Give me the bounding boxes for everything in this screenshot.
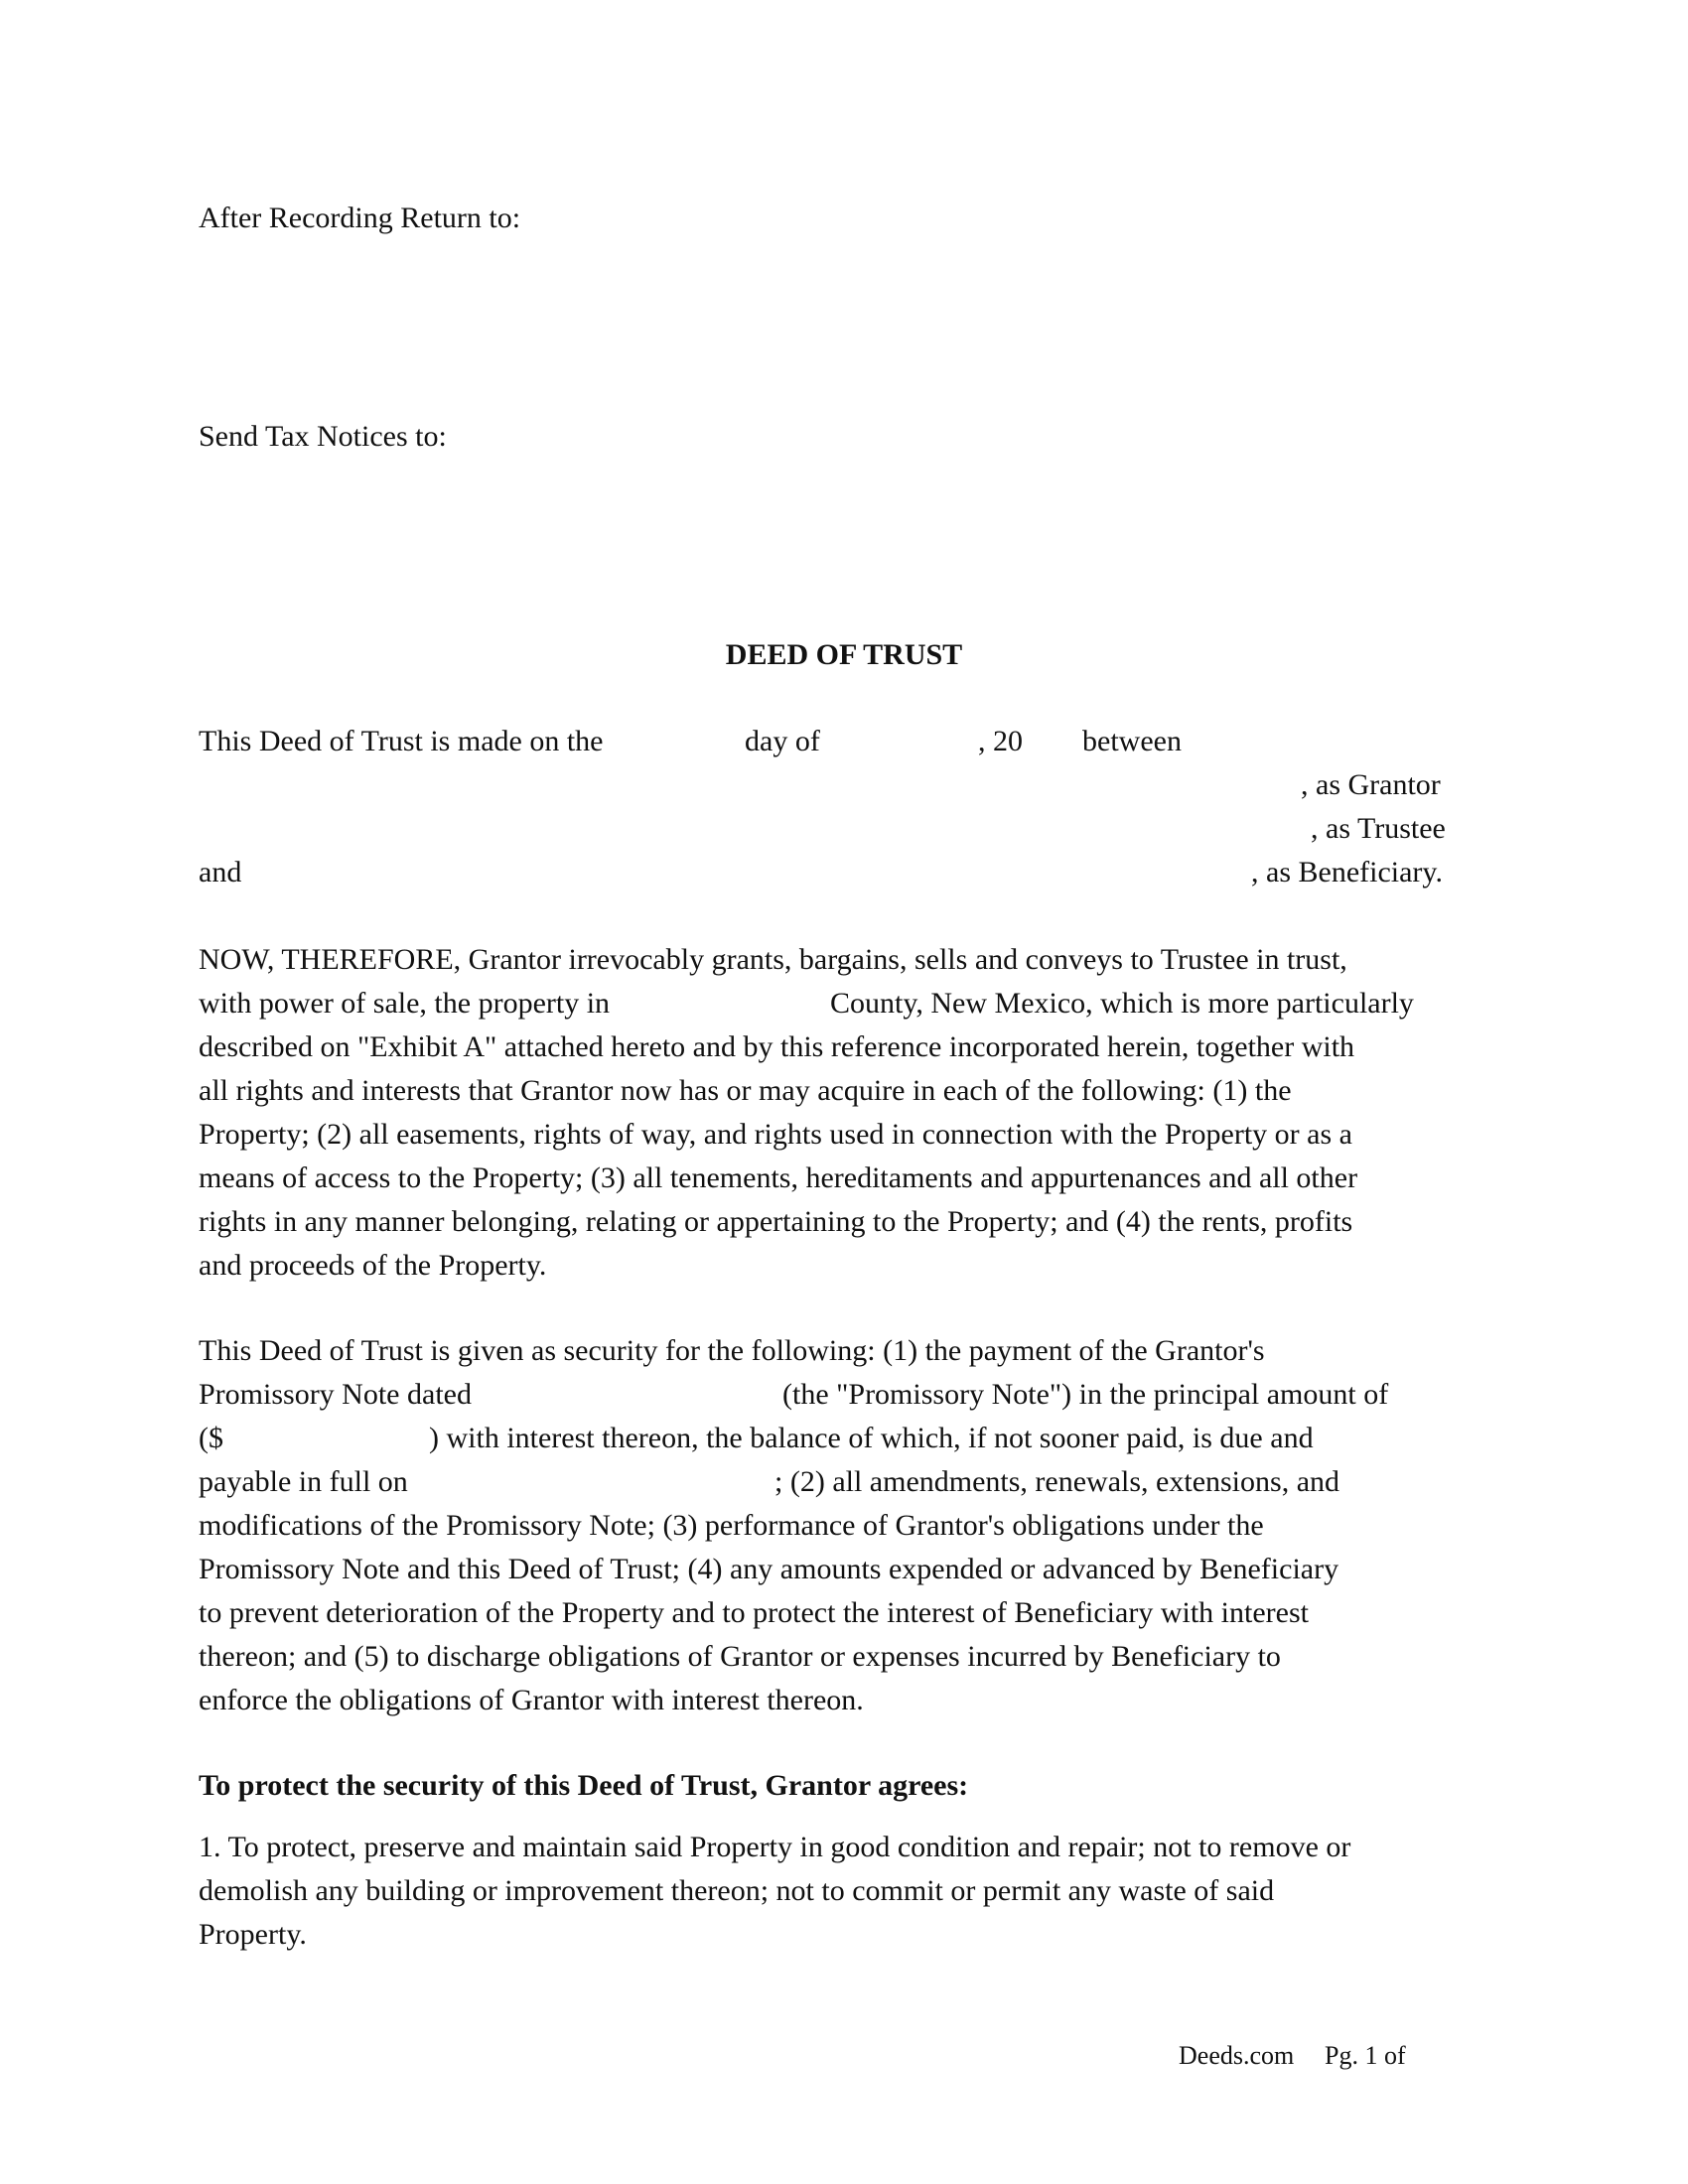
conveyance-line: and proceeds of the Property. bbox=[199, 1249, 547, 1282]
conveyance-line: all rights and interests that Grantor now has or may acquire in each of the following: (1) the bbox=[199, 1074, 1292, 1107]
agreement-item-line: Property. bbox=[199, 1918, 307, 1951]
agreement-item-line: demolish any building or improvement thereon; not to commit or permit any waste of said bbox=[199, 1874, 1275, 1907]
footer-site: Deeds.com bbox=[1179, 2041, 1295, 2070]
agreement-item-line: 1. To protect, preserve and maintain said Property in good condition and repair; not to remove or bbox=[199, 1831, 1351, 1863]
security-line: (the "Promissory Note") in the principal amount of bbox=[782, 1378, 1389, 1411]
conveyance-line: rights in any manner belonging, relating or appertaining to the Property; and (4) the rents, profits bbox=[199, 1205, 1353, 1238]
security-line: This Deed of Trust is given as security for the following: (1) the payment of the Grantor's bbox=[199, 1334, 1265, 1367]
conveyance-line: County, New Mexico, which is more particularly bbox=[830, 987, 1414, 1020]
intro-day-of: day of bbox=[745, 725, 820, 757]
security-line: thereon; and (5) to discharge obligations of Grantor or expenses incurred by Beneficiary to bbox=[199, 1640, 1281, 1673]
beneficiary-role: , as Beneficiary. bbox=[1251, 856, 1443, 888]
grantor-role: , as Grantor bbox=[1301, 768, 1441, 801]
security-line: payable in full on bbox=[199, 1465, 408, 1498]
footer-page-number: Pg. 1 of bbox=[1325, 2041, 1406, 2070]
tax-notices-label: Send Tax Notices to: bbox=[199, 420, 447, 453]
conveyance-line: described on "Exhibit A" attached hereto and by this reference incorporated herein, together with bbox=[199, 1030, 1355, 1063]
security-line: modifications of the Promissory Note; (3) performance of Grantor's obligations under the bbox=[199, 1509, 1264, 1542]
security-line: Promissory Note and this Deed of Trust; (4) any amounts expended or advanced by Beneficiary bbox=[199, 1553, 1339, 1585]
security-line: Promissory Note dated bbox=[199, 1378, 472, 1411]
return-address-label: After Recording Return to: bbox=[199, 202, 521, 234]
conveyance-line: means of access to the Property; (3) all tenements, hereditaments and appurtenances and all other bbox=[199, 1161, 1358, 1194]
security-line: to prevent deterioration of the Property and to protect the interest of Beneficiary with interest bbox=[199, 1596, 1309, 1629]
conveyance-line: with power of sale, the property in bbox=[199, 987, 611, 1020]
trustee-role: , as Trustee bbox=[1311, 812, 1446, 845]
security-line: enforce the obligations of Grantor with interest thereon. bbox=[199, 1684, 864, 1716]
conveyance-line: Property; (2) all easements, rights of way, and rights used in connection with the Property or as a bbox=[199, 1118, 1352, 1151]
intro-year-prefix: , 20 bbox=[978, 725, 1023, 757]
intro-between: between bbox=[1082, 725, 1182, 757]
security-line: ($ bbox=[199, 1422, 223, 1454]
agreement-heading: To protect the security of this Deed of Trust, Grantor agrees: bbox=[199, 1769, 969, 1802]
intro-and: and bbox=[199, 856, 242, 888]
intro-made-on: This Deed of Trust is made on the bbox=[199, 725, 604, 757]
document-title: DEED OF TRUST bbox=[725, 638, 963, 671]
security-line: ; (2) all amendments, renewals, extensions, and bbox=[774, 1465, 1340, 1498]
security-line: ) with interest thereon, the balance of which, if not sooner paid, is due and bbox=[429, 1422, 1314, 1454]
conveyance-line: NOW, THEREFORE, Grantor irrevocably grants, bargains, sells and conveys to Trustee in trust, bbox=[199, 943, 1347, 976]
